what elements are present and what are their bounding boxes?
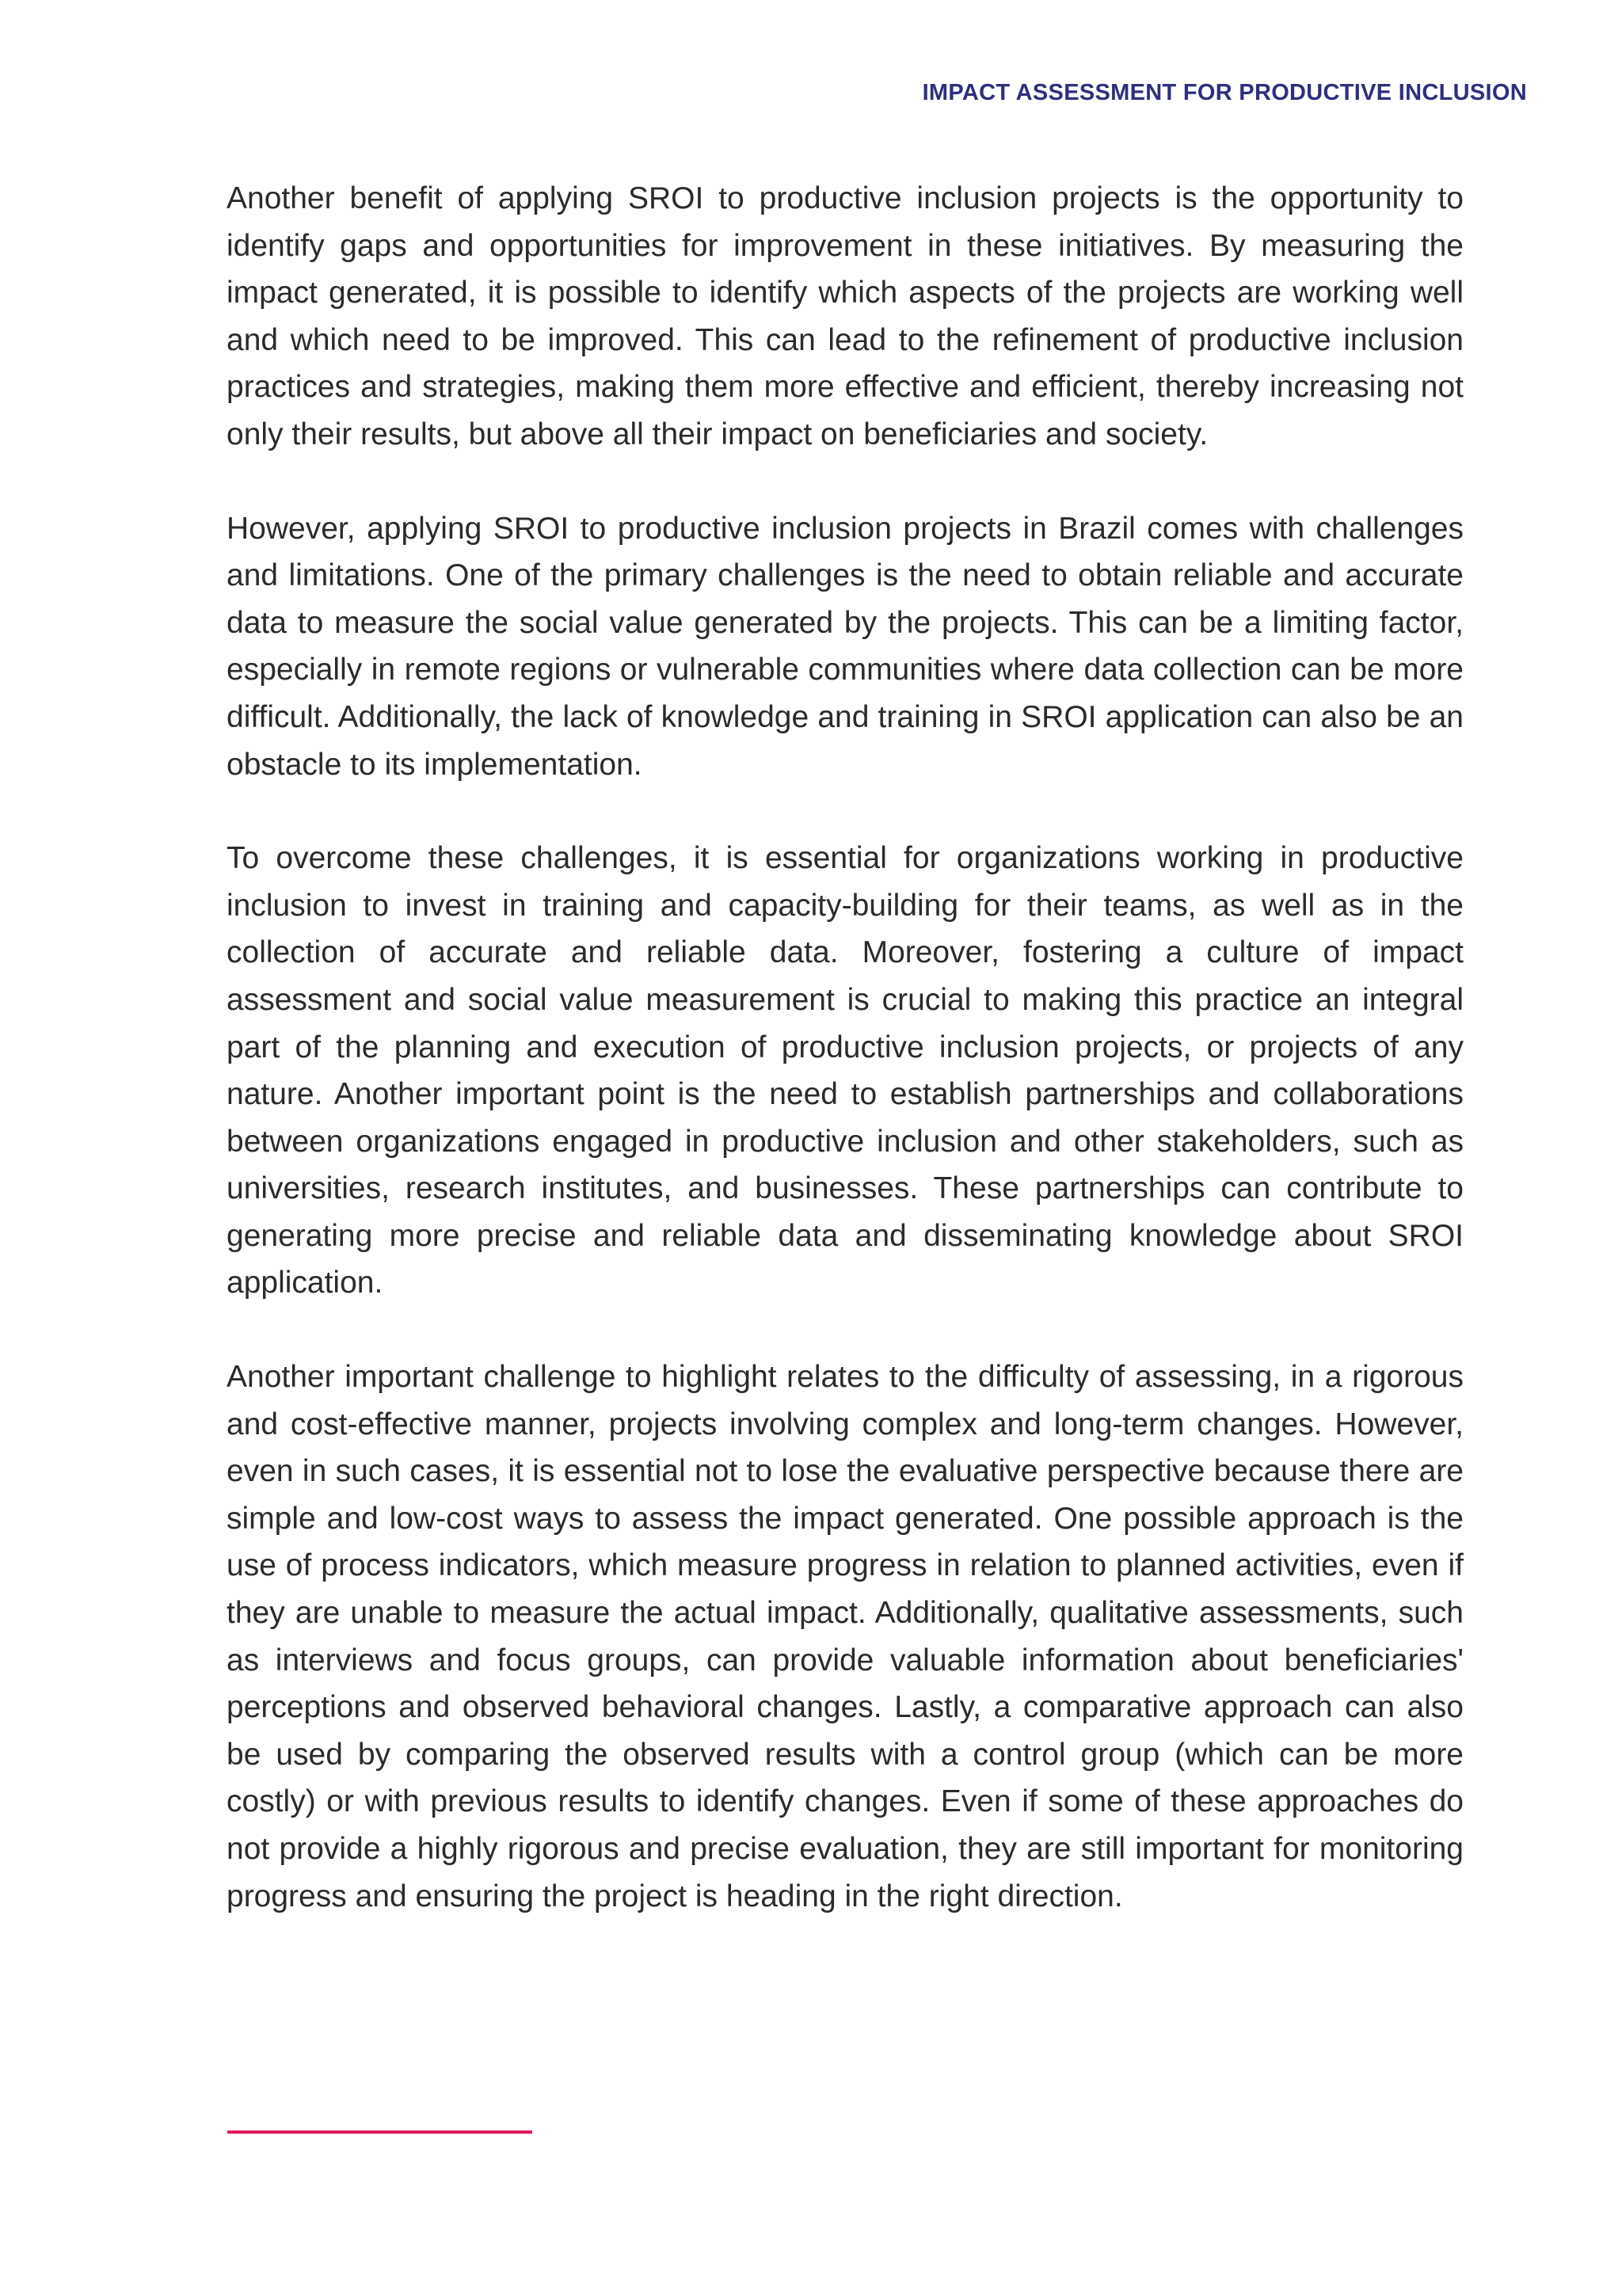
paragraph-sroi-benefits: Another benefit of applying SROI to productive inclusion projects is the opportunity to identify gaps and opportunities for improvement in these initiatives. By measuring the impact generated, it is possible to identify which aspects of the projects are working well and which need to be improved. This can lead to the refinement of productive inclusion practices and strategies, making them more effective and efficient, thereby increasing not only their results, but above all their impact on beneficiaries and society. [227, 181, 1464, 451]
paragraph-complex-long-term-changes: Another important challenge to highlight relates to the difficulty of assessing, in a rigorous and cost-effective manner, projects involving complex and long-term changes. However, even in such cases, it is essential not to lose the evaluative perspective because there are simple and low-cost ways to assess the impact generated. One possible approach is the use of process indicators, which measure progress in relation to planned activities, even if they are unable to measure the actual impact. Additionally, qualitative assessments, such as interviews and focus groups, can provide valuable information about beneficiaries' perceptions and observed behavioral changes. Lastly, a comparative approach can also be used by comparing the observed results with a control group (which can be more costly) or with previous results to identify changes. Even if some of these approaches do not provide a highly rigorous and precise evaluation, they are still important for monitoring progress and ensuring the project is heading in the right direction. [227, 1360, 1464, 1913]
running-header-title: IMPACT ASSESSMENT FOR PRODUCTIVE INCLUSION [922, 80, 1527, 105]
paragraph-overcoming-challenges: To overcome these challenges, it is essential for organizations working in productive inclusion to invest in training and capacity-building for their teams, as well as in the collection of accurate and reliable data. Moreover, fostering a culture of impact assessment and social value measurement is crucial to making this practice an integral part of the planning and execution of productive inclusion projects, or projects of any nature. Another important point is the need to establish partnerships and collaborations between organizations engaged in productive inclusion and other stakeholders, such as universities, research institutes, and businesses. These partnerships can contribute to generating more precise and reliable data and disseminating knowledge about SROI application. [227, 841, 1464, 1300]
body-text [227, 175, 1464, 1967]
footnote-divider [227, 2130, 532, 2134]
paragraph-challenges-limitations: However, applying SROI to productive inclusion projects in Brazil comes with challenges and limitations. One of the primary challenges is the need to obtain reliable and accurate data to measure the social value generated by the projects. This can be a limiting factor, especially in remote regions or vulnerable communities where data collection can be more difficult. Additionally, the lack of knowledge and training in SROI application can also be an obstacle to its implementation. [227, 511, 1464, 782]
